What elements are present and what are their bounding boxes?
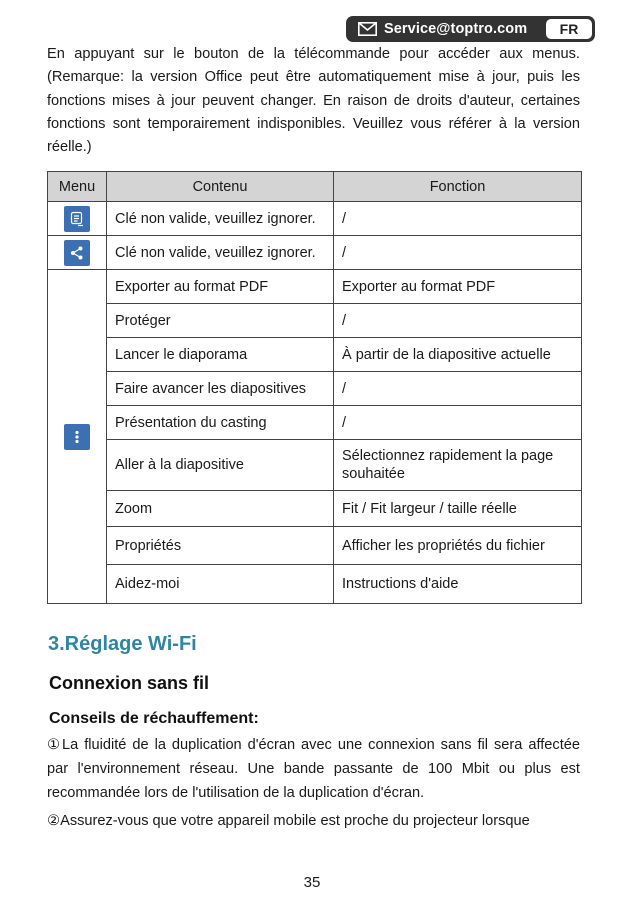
row-content: Propriétés: [107, 527, 334, 565]
row-function: Fit / Fit largeur / taille réelle: [334, 491, 582, 527]
table-row: [48, 236, 582, 270]
row-function: Exporter au format PDF: [334, 270, 582, 304]
row-content: Clé non valide, veuillez ignorer.: [107, 202, 334, 236]
row-content: Exporter au format PDF: [107, 270, 334, 304]
section-title: 3.Réglage Wi-Fi: [48, 633, 197, 655]
envelope-icon: [358, 22, 377, 36]
row-content: Présentation du casting: [107, 406, 334, 440]
row-function: Instructions d'aide: [334, 565, 582, 604]
row-function: /: [334, 406, 582, 440]
table-row: [48, 270, 582, 304]
row-content: Aidez-moi: [107, 565, 334, 604]
table-row: [48, 440, 582, 491]
header-function: Fonction: [334, 172, 582, 202]
language-badge: FR: [546, 19, 592, 39]
table-row: [48, 304, 582, 338]
table-row: [48, 202, 582, 236]
tips-heading: Conseils de réchauffement:: [49, 710, 259, 727]
row-function: Sélectionnez rapidement la page souhaitée: [334, 440, 582, 491]
row-function: /: [334, 304, 582, 338]
page-number: 35: [303, 874, 321, 891]
row-function: /: [334, 372, 582, 406]
menu-icon-cell: [48, 202, 107, 236]
section-subtitle: Connexion sans fil: [49, 673, 210, 693]
table-row: [48, 338, 582, 372]
row-content: Zoom: [107, 491, 334, 527]
row-function: /: [334, 202, 582, 236]
menu-icon-cell: [48, 270, 107, 604]
row-function: /: [334, 236, 582, 270]
tip-paragraph-1: ①La fluidité de la duplication d'écran avec une connexion sans fil sera affectée par l'environnement réseau. Une bande passante de 100 Mbit ou plus est recommandée lors de l'utilisation de la duplication d'écran.: [47, 737, 580, 801]
support-email[interactable]: Service@toptro.com: [384, 21, 528, 37]
contact-badge: [346, 16, 595, 42]
row-content: Lancer le diaporama: [107, 338, 334, 372]
table-row: [48, 565, 582, 604]
row-content: Clé non valide, veuillez ignorer.: [107, 236, 334, 270]
header-menu: Menu: [48, 172, 107, 202]
share-icon: [64, 240, 90, 266]
table-row: [48, 527, 582, 565]
intro-paragraph: En appuyant sur le bouton de la télécommande pour accéder aux menus. (Remarque: la version Office peut être automatiquement mise à jour, puis les fonctions mises à jour peuvent changer. En raison de droits d'auteur, certaines fonctions sont temporairement indisponibles. Veuillez vous référer à la version réelle.): [47, 46, 580, 156]
table-header-row: [48, 172, 582, 202]
tip-paragraph-2: ②Assurez-vous que votre appareil mobile est proche du projecteur lorsque: [47, 813, 530, 829]
more-vertical-icon: [64, 424, 90, 450]
header-content: Contenu: [107, 172, 334, 202]
menu-icon-cell: [48, 236, 107, 270]
row-content: Protéger: [107, 304, 334, 338]
row-content: Faire avancer les diapositives: [107, 372, 334, 406]
table-row: [48, 372, 582, 406]
menu-functions-table: [47, 171, 582, 604]
table-row: [48, 491, 582, 527]
row-function: Afficher les propriétés du fichier: [334, 527, 582, 565]
row-function: À partir de la diapositive actuelle: [334, 338, 582, 372]
note-icon: [64, 206, 90, 232]
row-content: Aller à la diapositive: [107, 440, 334, 491]
table-row: [48, 406, 582, 440]
